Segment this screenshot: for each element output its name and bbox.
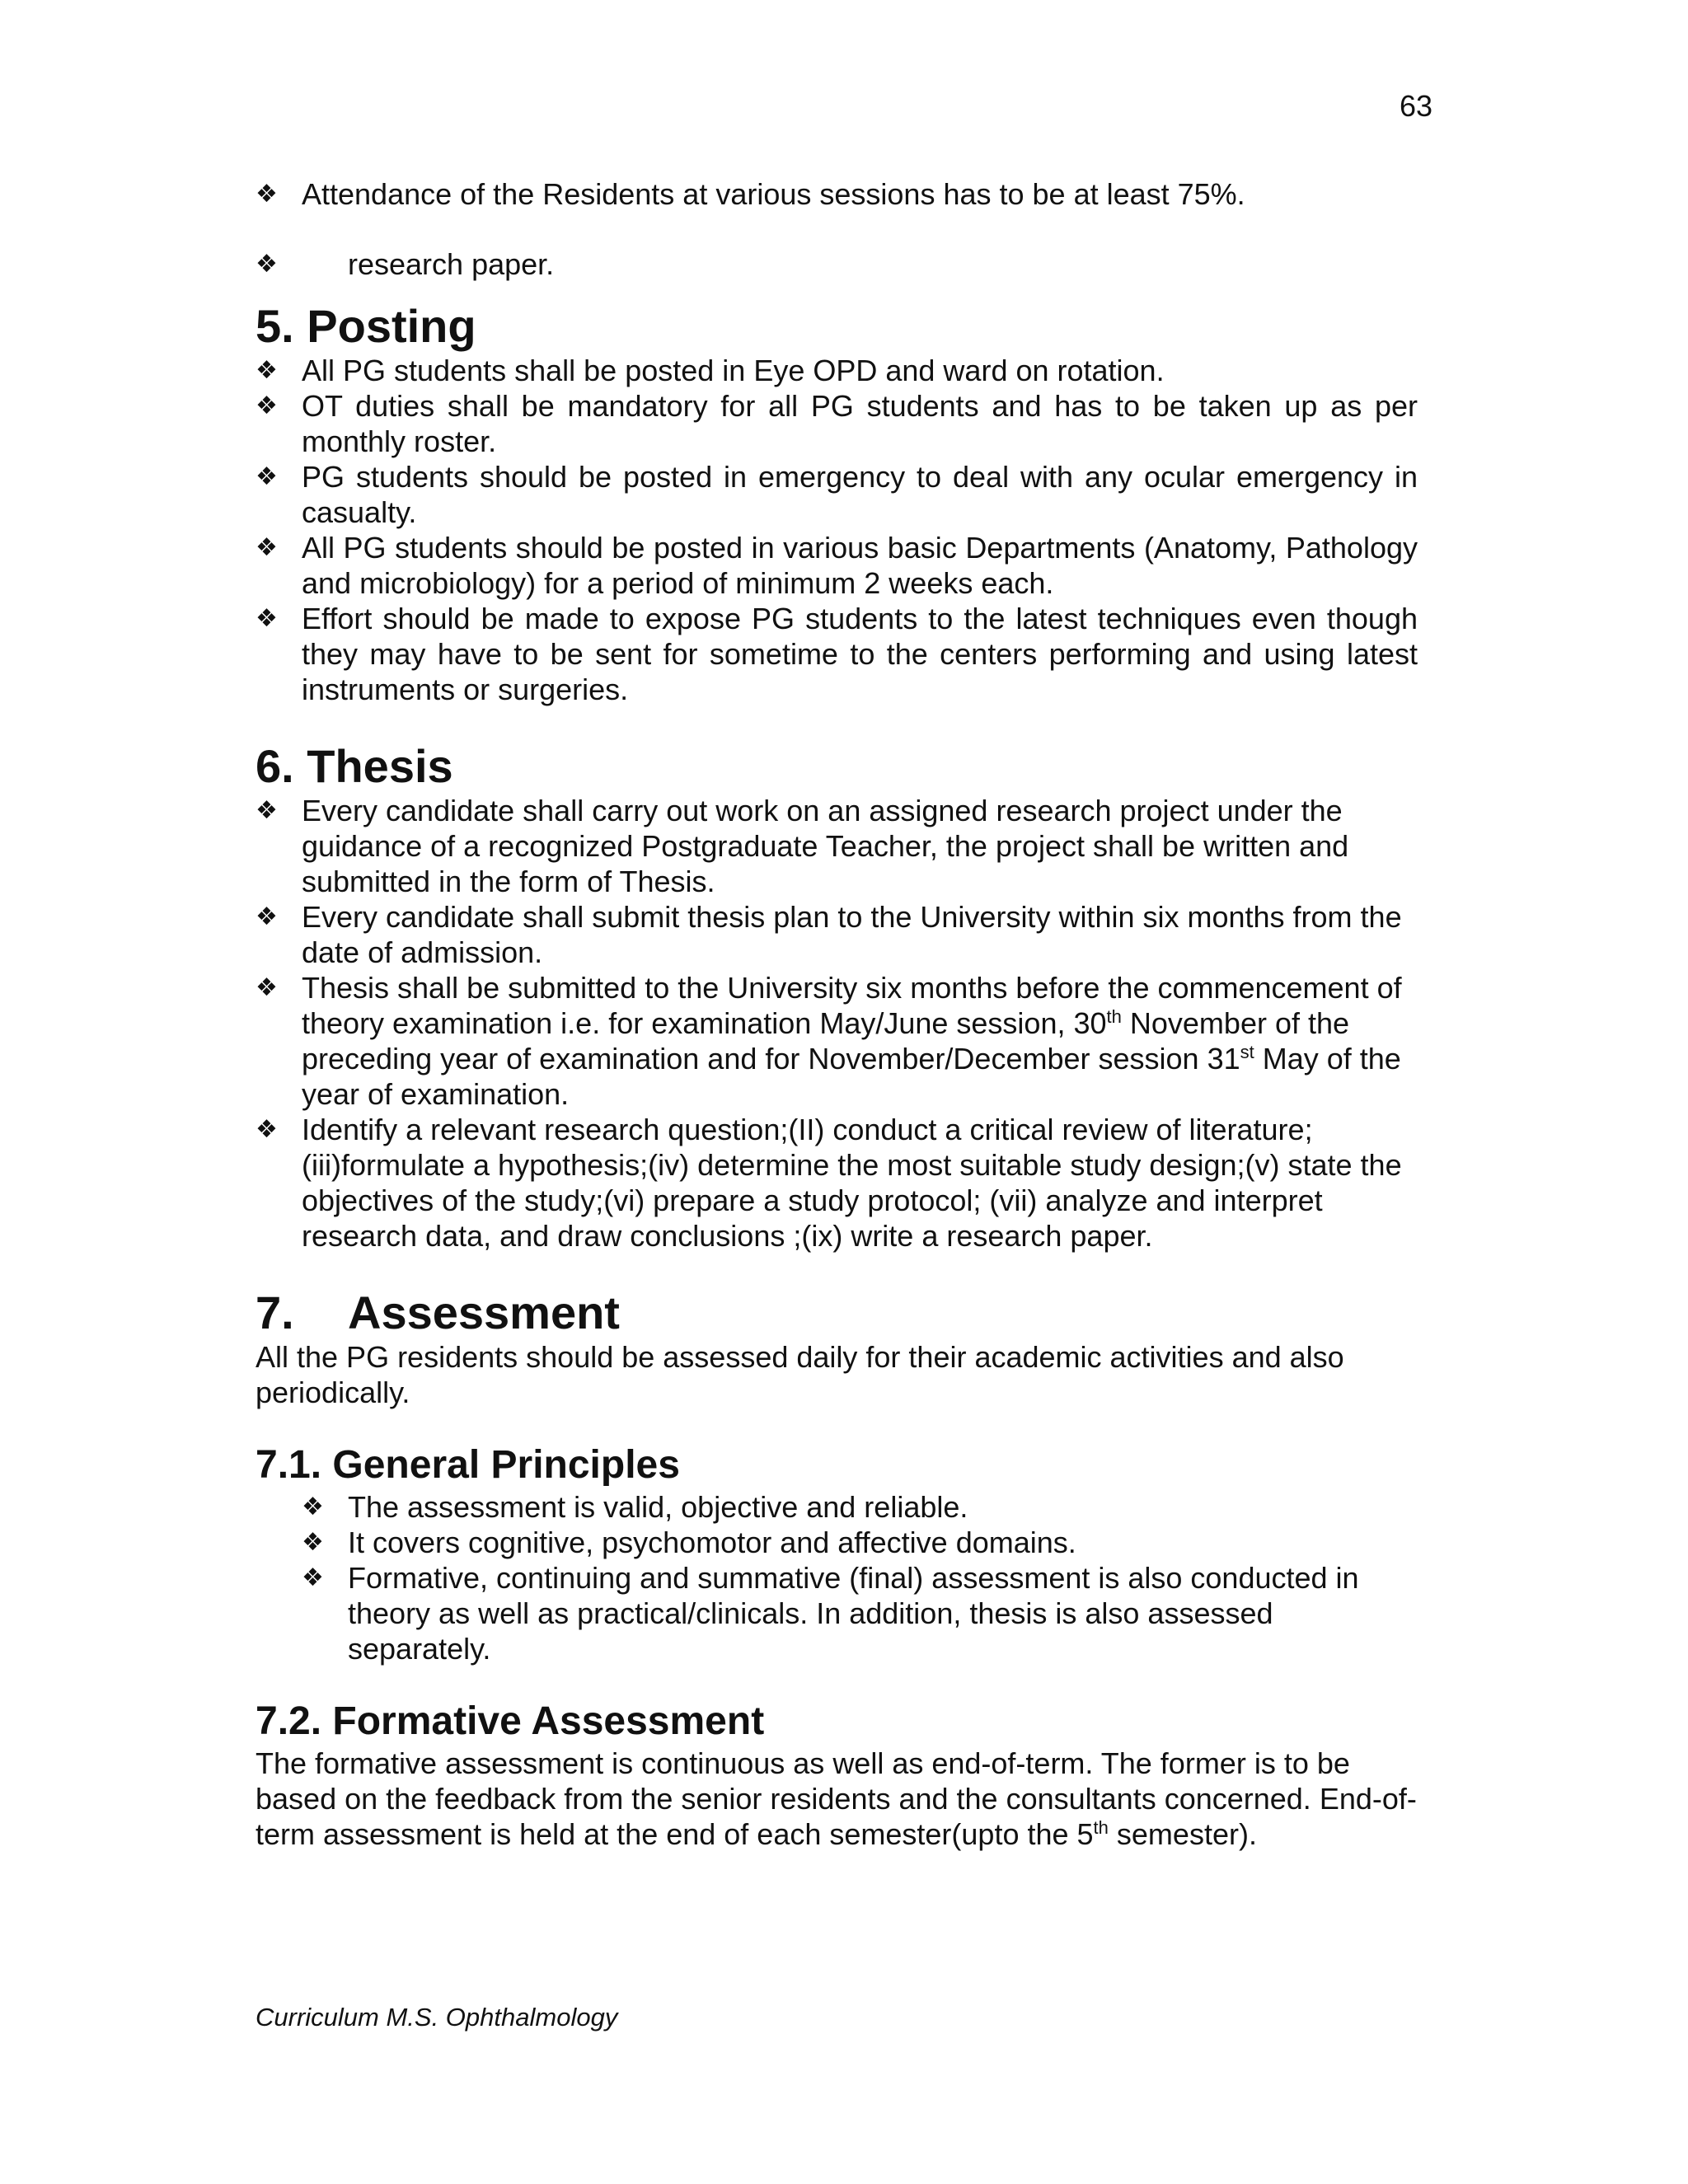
bullet-diamond-icon: ❖	[256, 180, 278, 209]
list-item	[256, 176, 1418, 212]
list-item-text: All PG students shall be posted in Eye OPD and ward on rotation.	[302, 354, 1165, 387]
list-item	[256, 388, 1418, 459]
list-item	[256, 530, 1418, 601]
principles-list	[302, 1489, 1418, 1666]
bullet-diamond-icon: ❖	[256, 1115, 278, 1144]
page-footer: Curriculum M.S. Ophthalmology	[256, 2003, 618, 2032]
list-item	[302, 1560, 1418, 1666]
list-item-text	[302, 971, 1402, 1111]
list-item	[256, 1112, 1418, 1254]
page-number: 63	[1399, 89, 1432, 123]
list-item-text: research paper.	[348, 247, 555, 281]
text-run: The formative assessment is continuous as well as end-of-term. The former is to be based on the feedback from the senior residents and the consultants concerned. End-of-term assessment is held at the end of each semester(upto the 5	[256, 1746, 1417, 1851]
list-item-text: The assessment is valid, objective and reliable.	[348, 1490, 968, 1524]
list-item-text: Attendance of the Residents at various sessions has to be at least 75%.	[302, 177, 1245, 211]
bullet-diamond-icon: ❖	[256, 462, 278, 491]
text-run: Thesis shall be submitted to the University six months before the commencement of theory examination i.e. for examination May/June session, 30	[302, 971, 1402, 1040]
bullet-diamond-icon: ❖	[256, 796, 278, 825]
subsection-heading-general-principles: 7.1. General Principles	[256, 1443, 680, 1487]
document-body	[256, 176, 1418, 1852]
list-item	[256, 353, 1418, 388]
bullet-diamond-icon: ❖	[256, 604, 278, 633]
paragraph	[256, 1746, 1418, 1852]
superscript: th	[1093, 1817, 1109, 1838]
bullet-diamond-icon: ❖	[302, 1493, 324, 1521]
bullet-diamond-icon: ❖	[302, 1563, 324, 1592]
list-item-text: Effort should be made to expose PG students to the latest techniques even though they may have to be sent for sometime to the centers performing and using latest instruments or surgeries.	[302, 602, 1418, 706]
list-item	[256, 459, 1418, 530]
bullet-diamond-icon: ❖	[256, 356, 278, 385]
list-item-text: Formative, continuing and summative (final) assessment is also conducted in theory as well as practical/clinicals. In addition, thesis is also assessed separately.	[348, 1561, 1359, 1666]
section-title: Assessment	[348, 1286, 620, 1338]
list-item-text: PG students should be posted in emergency to deal with any ocular emergency in casualty.	[302, 460, 1418, 529]
paragraph: All the PG residents should be assessed daily for their academic activities and also periodically.	[256, 1340, 1344, 1409]
text-run: semester).	[1108, 1817, 1257, 1851]
bullet-diamond-icon: ❖	[256, 902, 278, 931]
bullet-diamond-icon: ❖	[256, 391, 278, 420]
superscript: th	[1106, 1006, 1122, 1027]
text-run: November of the preceding year of examination and for November/December session 31	[302, 1006, 1350, 1076]
list-item	[256, 793, 1418, 899]
list-item	[302, 1525, 1418, 1560]
list-item-text: It covers cognitive, psychomotor and affective domains.	[348, 1526, 1076, 1559]
list-item-text: Identify a relevant research question;(II) conduct a critical review of literature;(iii)formulate a hypothesis;(iv) determine the most suitable study design;(v) state the objectives of the study;(vi) prepare a study protocol; (vii) analyze and interpret research data, and draw conclusions ;(ix) write a research paper.	[302, 1113, 1402, 1253]
bullet-diamond-icon: ❖	[302, 1528, 324, 1557]
section-number: 7.	[256, 1286, 294, 1338]
bullet-diamond-icon: ❖	[256, 973, 278, 1002]
list-item-text: All PG students should be posted in various basic Departments (Anatomy, Pathology and microbiology) for a period of minimum 2 weeks each.	[302, 531, 1418, 600]
list-item	[256, 970, 1418, 1112]
list-item	[302, 1489, 1418, 1525]
text-run: May of the year of examination.	[302, 1042, 1401, 1111]
list-item	[256, 601, 1418, 707]
section-heading-posting: 5. Posting	[256, 300, 476, 352]
list-item	[256, 899, 1418, 970]
bullet-diamond-icon: ❖	[256, 250, 278, 279]
superscript: st	[1240, 1042, 1254, 1062]
bullet-diamond-icon: ❖	[256, 533, 278, 562]
list-item-text: OT duties shall be mandatory for all PG students and has to be taken up as per monthly roster.	[302, 389, 1418, 458]
list-item-text: Every candidate shall carry out work on an assigned research project under the guidance of a recognized Postgraduate Teacher, the project shall be written and submitted in the form of Thesis.	[302, 794, 1349, 898]
list-item-text: Every candidate shall submit thesis plan to the University within six months from the date of admission.	[302, 900, 1402, 969]
list-item	[256, 246, 1418, 282]
section-heading-assessment	[256, 1286, 1418, 1339]
subsection-heading-formative-assessment: 7.2. Formative Assessment	[256, 1699, 765, 1743]
section-heading-thesis: 6. Thesis	[256, 740, 453, 792]
